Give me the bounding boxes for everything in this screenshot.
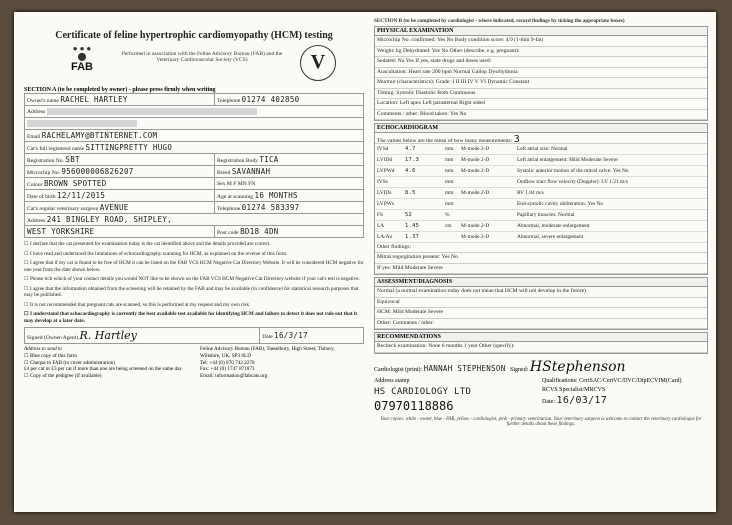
declaration-item: ☐ I agree that if my cat is found to be free of HCM it can be listed on the FAB VCS HCM Negative Cat Directory Website. It will be considered HCM negative for one year from the date shown below. [24,260,364,273]
echocardiogram-box: ECHOCARDIOGRAM The values below are the mean of how many measurements: 3 IVSd 4.7 mm M-mode 2-D Left atrial size: Normal LVIDd 17.3 mm M-mode 2-D Left atrial enlargement: Mild Moderate Severe LVPWd 4.6 mm M-mode 2-D Systolic anterior motion of the mitral valve: Yes No IVSs mm Outflow tract flow velocity (Doppler): LV 1.21 m/s LVIDs 8.5 mm M-mode 2-D RV 1.04 m/s LVPWs mm End-systolic cavity obliteration: Yes No FS 52 % Papillary muscles: Normal LA 1.45 cm M-mode 2-D Abnormal, moderate enlargement LA/Ao 1.37 M-mode 2-D Abnormal, severe enlargement Other findings: Mitral regurgitation present: Yes No If yes: Mild Moderate Severe [374,123,708,275]
telephone-field[interactable]: Telephone 01274 402850 [215,94,364,106]
declaration-item: ☐ I understand that echocardiography is currently the best available test available for identifying HCM and failure to detect it does not rule out that it may develop at a later date. [24,311,358,324]
echo-row[interactable]: LVPWs mm End-systolic cavity obliteration: Yes No [375,198,707,209]
age-field[interactable]: Age at scanning 16 MONTHS [215,190,364,202]
echo-row[interactable]: IVSs mm Outflow tract flow velocity (Doppler): LV 1.21 m/s [375,176,707,187]
email-field[interactable]: Email RACHELAMY@BTINTERNET.COM [25,130,364,142]
section-a-column [24,18,364,380]
paw-icon: ● ● ● ⬤ [72,44,92,61]
footer-note: Your copies: white - owner, blue - FAB, yellow - cardiologist, pink - primary veterinarian. Your veterinary surgeon is welcome to contact the veterinary cardiologist for further details about these findings. [380,417,702,428]
assessment-row[interactable]: Equivocal [375,298,707,309]
logo-row [24,45,364,85]
vet-address-field[interactable]: Address 241 BINGLEY ROAD, SHIPLEY, [25,214,364,226]
owner-name-field[interactable]: Owner's name RACHEL HARTLEY [25,94,215,106]
echo-row[interactable]: LA 1.45 cm M-mode 2-D Abnormal, moderate enlargement [375,220,707,231]
exam-row[interactable]: Weight: kg Dehydrated: Yes No Other (describe, e.g. pregnant): [375,47,707,58]
section-a-heading: SECTION A (to be completed by owner) - please press firmly when writing [24,87,216,93]
redacted-address [47,108,257,115]
exam-row[interactable]: Timing: Systolic Diastolic Both Continuous [375,89,707,100]
section-b-heading: SECTION B (to be completed by cardiologist - where indicated, record findings by ticking the appropriate boxes) [374,18,625,24]
echo-row[interactable]: LVIDs 8.5 mm M-mode 2-D RV 1.04 m/s [375,187,707,198]
section-b-column [374,18,708,427]
dob-field[interactable]: Date of birth 12/11/2015 [25,190,215,202]
recommendations-box: RECOMMENDATIONS Recheck examination: None 6 months 1 year Other (specify): [374,332,708,354]
echo-row[interactable]: LVIDd 17.3 mm M-mode 2-D Left atrial enlargement: Mild Moderate Severe [375,154,707,165]
physical-exam-box: PHYSICAL EXAMINATION Microchip No. confirmed: Yes No Body condition score: 4/9 (1-thin 9-fat) Weight: kg Dehydrated: Yes No Other (describe, e.g. pregnant): Sedated: No Yes If yes, state drugs and doses used: Auscultation: Heart rate 200 bpm Normal Gallop Dysrhythmia Murmur (characteristics): Grade: I II III IV V VI Dynamic Constant Timing: Systolic Diastolic Both Continuous Location: Left apex Left parasternal Right sided Comments / other: Blood taken: Yes No [374,26,708,121]
qualifications-field[interactable]: Qualifications: CertSAC/CertVC/DVC/DipECVIM(Card) [542,378,682,385]
rcvs-field: RCVS Specialist/MRCVS [542,386,606,393]
assessment-row[interactable]: HCM: Mild Moderate Severe [375,308,707,319]
vet-address-line-2[interactable]: WEST YORKSHIRE [25,226,215,238]
echo-row[interactable]: LVPWd 4.6 mm M-mode 2-D Systolic anterior motion of the mitral valve: Yes No [375,165,707,176]
exam-row[interactable]: Auscultation: Heart rate 200 bpm Normal Gallop Dysrhythmia [375,68,707,79]
recheck-row[interactable]: Recheck examination: None 6 months 1 year Other (specify): [375,342,707,353]
reg-no-field[interactable]: Registration No. SBT [25,154,215,166]
exam-row[interactable]: Microchip No. confirmed: Yes No Body condition score: 4/9 (1-thin 9-fat) [375,36,707,47]
mitral-severity-row[interactable]: If yes: Mild Moderate Severe [375,264,707,275]
assessment-box: ASSESSMENT/DIAGNOSIS Normal (a normal examination today does not mean that HCM will not develop in the future) Equivocal HCM: Mild Moderate Severe Other: Comments / other: [374,277,708,330]
exam-row[interactable]: Location: Left apex Left parasternal Right sided [375,99,707,110]
owner-signature-row [24,327,364,344]
assessment-row[interactable]: Other: Comments / other: [375,319,707,330]
owner-details-table [24,93,364,238]
address-line-2[interactable] [25,118,364,130]
echo-row[interactable]: IVSd 4.7 mm M-mode 2-D Left atrial size: Normal [375,144,707,155]
declaration-item: ☐ Please tick which of your contact details you would NOT like to be shown on the FAB VCS HCM Negative Cat Directory website if your cat's test is negative. [24,276,360,282]
owner-signature-field[interactable]: Signed (Owner/Agent) R. Hartley [25,328,260,344]
exam-row[interactable]: Murmur (characteristics): Grade: I II III IV V VI Dynamic Constant [375,78,707,89]
address-to-block: Address to send to ☐ Blue copy of this form ☐ Cheque to FAB (to cover administration) £4 per cat or £3 per cat if more than one are being screened on the same day ☐ Copy of the pedigree (if available) Feline Advisory Bureau (FAB), Taeselbury, High Street, Tisbury, Wiltshire, UK, SP3 6LD Tel: +44 (0) 870 742 2278 Fax: +44 (0) 1747 871873 Email: information@fabcats.org [24,346,364,380]
declaration-item: ☐ I have read and understood the limitations of echocardiography scanning for HCM, as explained on the reverse of this form. [24,250,288,257]
cardiologist-date-field[interactable]: Date: 16/03/17 [542,395,608,407]
fab-address: Feline Advisory Bureau (FAB), Taeselbury, High Street, Tisbury, Wiltshire, UK, SP3 6LD [200,346,335,359]
colour-field[interactable]: Colour BROWN SPOTTED [25,178,215,190]
exam-row[interactable]: Sedated: No Yes If yes, state drugs and doses used: [375,57,707,68]
stamp-text: HS CARDIOLOGY LTD [374,386,472,397]
association-text: Performed in association with the Feline Advisory Bureau (FAB) and the Veterinary Cardiovascular Society (VCS) [121,51,283,63]
fab-logo: ● ● ● ⬤ FAB [62,45,102,79]
sex-field[interactable]: Sex M F MN FN [215,178,364,190]
declaration-item: ☐ I declare that the cat presented for examination today is the cat identified above and the details provided are correct. [24,241,271,247]
postcode-field[interactable]: Post code BD18 4DN [215,226,364,238]
microchip-field[interactable]: Microchip No. 956000006826207 [25,166,215,178]
assessment-row[interactable]: Normal (a normal examination today does not mean that HCM will not develop in the future) [375,287,707,298]
certificate-page [14,12,716,512]
breed-field[interactable]: Breed SAVANNAH [215,166,364,178]
mitral-regurg-row[interactable]: Mitral regurgitation present: Yes No [375,253,707,264]
checkbox-option[interactable]: ☐ Copy of the pedigree (if available) [24,373,102,379]
checkbox-option: £4 per cat or £3 per cat if more than one are being screened on the same day [24,366,183,373]
echo-row[interactable]: FS 52 % Papillary muscles: Normal [375,209,707,220]
declarations-list [24,241,364,324]
echo-measurements-table [375,144,707,243]
vet-telephone-field[interactable]: Telephone 01274 583397 [215,202,364,214]
vcs-logo: V [300,45,336,81]
cat-name-field[interactable]: Cat's full registered name SITTINGPRETTY HUGO [25,142,364,154]
owner-date-field[interactable]: Date 16/3/17 [260,328,364,344]
vet-field[interactable]: Cat's regular veterinary surgeon AVENUE [25,202,215,214]
address-field[interactable]: Address [25,106,364,118]
exam-row[interactable]: Comments / other: Blood taken: Yes No [375,110,707,121]
echo-row[interactable]: LA/Ao 1.37 M-mode 2-D Abnormal, severe enlargement [375,231,707,242]
echo-count-row: The values below are the mean of how many measurements: 3 [375,133,707,144]
redacted-address-2 [27,120,137,127]
cardiologist-block: Cardiologist (print): HANNAH STEPHENSON Signed: HStephenson Address stamp HS CARDIOLOGY LTD 07970118886 Qualifications: CertSAC/CertVC/DVC/DipECVIM(Card) RCVS Specialist/MRCVS Date: 16/03/17 [374,358,708,415]
cardiologist-signature: HStephenson [529,358,626,375]
reg-body-field[interactable]: Registration Body TICA [215,154,364,166]
checkbox-option[interactable]: ☐ Blue copy of this form [24,352,77,359]
cardiologist-name-field[interactable]: Cardiologist (print): HANNAH STEPHENSON Signed: HStephenson [374,358,626,375]
checkbox-option[interactable]: ☐ Cheque to FAB (to cover administration) [24,359,116,366]
declaration-item: ☐ I agree that the information obtained from the screening will be retained by the FAB and may be available (in confidence) for statistical research purposes that may be published. [24,285,359,298]
declaration-item: ☐ It is not recommended that pregnant cats are scanned, so this is performed at my request and my own risk. [24,301,251,308]
form-title: Certificate of feline hypertrophic cardiomyopathy (HCM) testing [55,30,333,41]
phone-number: 07970118886 [374,399,454,414]
other-findings-row[interactable]: Other findings: [375,243,707,254]
